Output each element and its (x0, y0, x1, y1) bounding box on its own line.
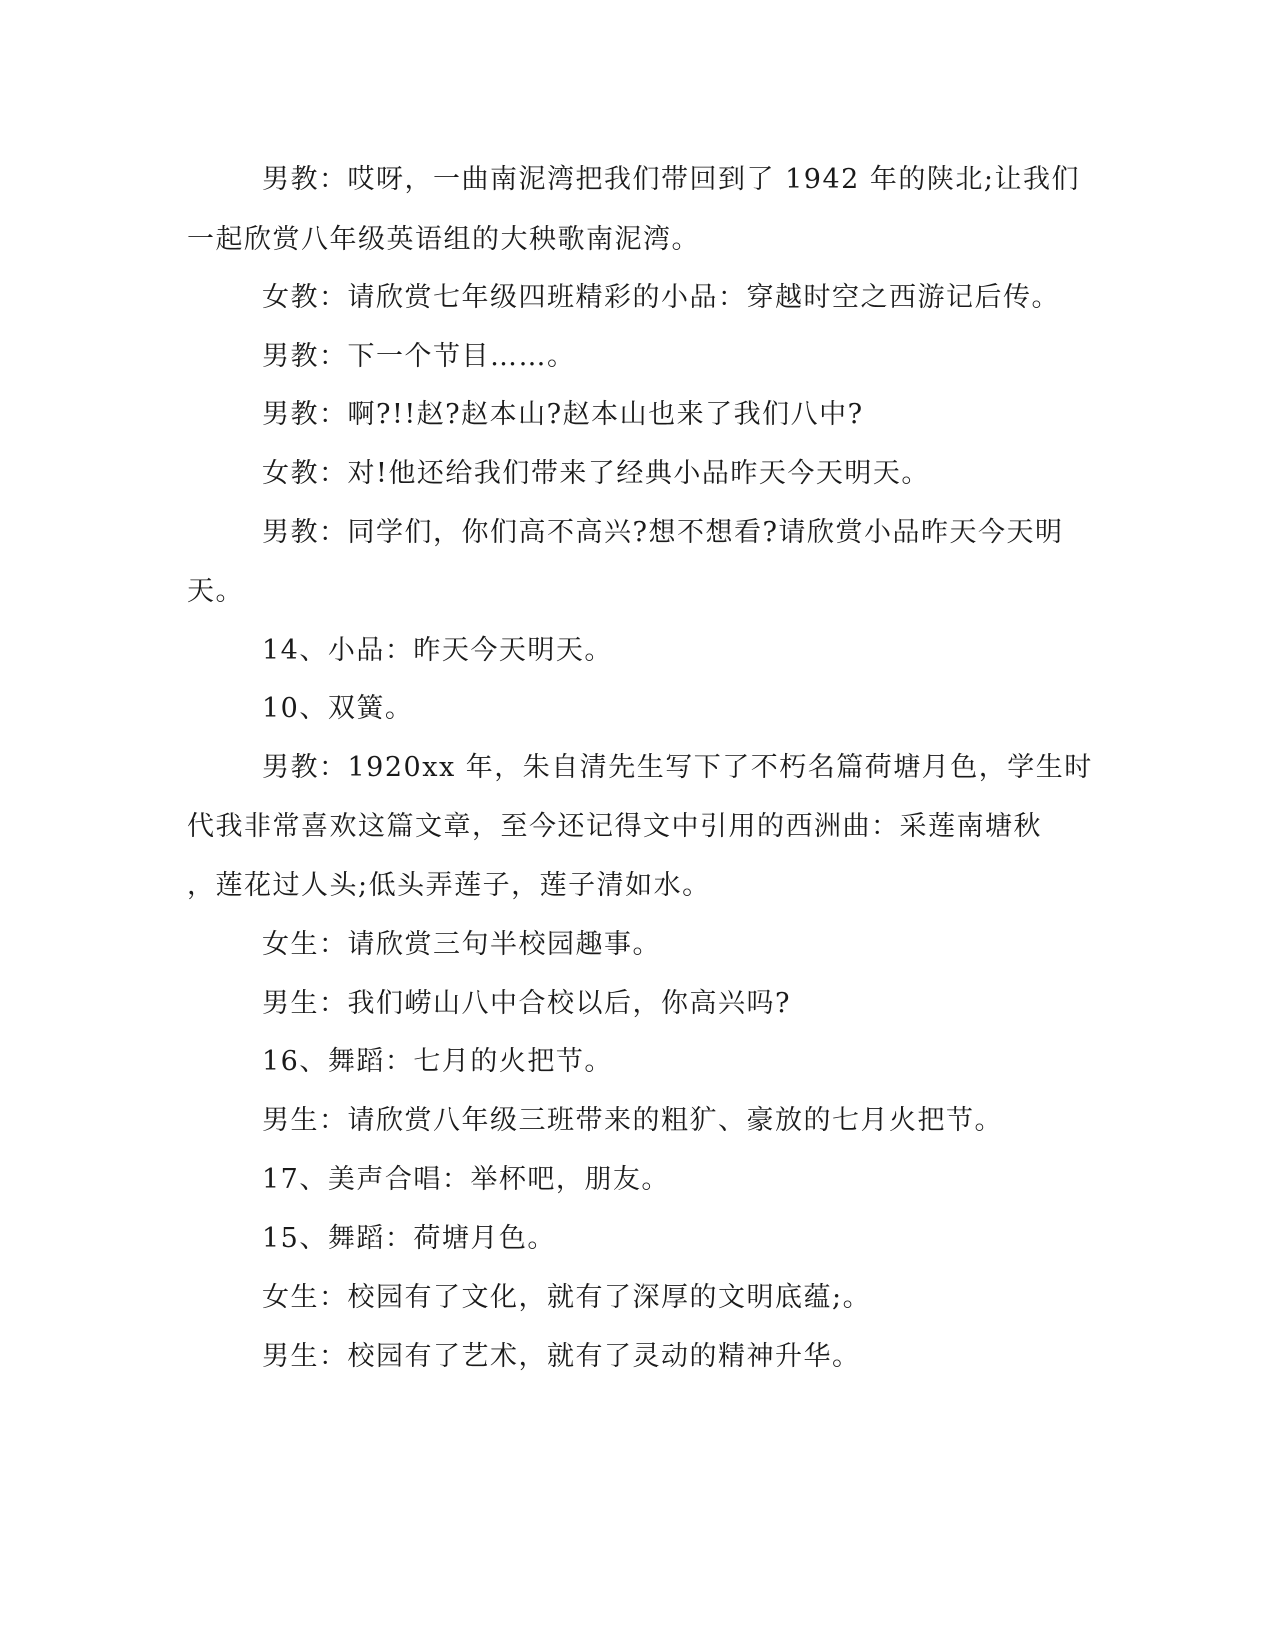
paragraph-line: 男教：1920xx 年，朱自清先生写下了不朽名篇荷塘月色，学生时 (262, 752, 1093, 783)
paragraph-line: 14、小品：昨天今天明天。 (262, 635, 613, 666)
paragraph-line: 男生：我们崂山八中合校以后，你高兴吗? (262, 988, 791, 1019)
paragraph-line: 男教：下一个节目……。 (262, 341, 576, 372)
paragraph-line: 一起欣赏八年级英语组的大秧歌南泥湾。 (187, 224, 700, 255)
paragraph-line: 男生：请欣赏八年级三班带来的粗犷、豪放的七月火把节。 (262, 1105, 1003, 1136)
paragraph-line: 男教：啊?!!赵?赵本山?赵本山也来了我们八中? (262, 399, 864, 430)
paragraph-line: 10、双簧。 (262, 693, 414, 724)
paragraph-line: 男生：校园有了艺术，就有了灵动的精神升华。 (262, 1341, 861, 1372)
paragraph-line: 女教：对!他还给我们带来了经典小品昨天今天明天。 (262, 458, 930, 489)
paragraph-line: 15、舞蹈：荷塘月色。 (262, 1223, 556, 1254)
paragraph-line: 女生：请欣赏三句半校园趣事。 (262, 929, 661, 960)
paragraph-line: 男教：哎呀，一曲南泥湾把我们带回到了 1942 年的陕北;让我们 (262, 164, 1080, 195)
paragraph-line: 男教：同学们，你们高不高兴?想不想看?请欣赏小品昨天今天明 (262, 517, 1064, 548)
paragraph-line: 女教：请欣赏七年级四班精彩的小品：穿越时空之西游记后传。 (262, 282, 1060, 313)
paragraph-line: 天。 (187, 576, 244, 607)
paragraph-line: 代我非常喜欢这篇文章，至今还记得文中引用的西洲曲：采莲南塘秋 (187, 811, 1042, 842)
paragraph-line: 17、美声合唱：举杯吧，朋友。 (262, 1164, 670, 1195)
paragraph-line: ，莲花过人头;低头弄莲子，莲子清如水。 (187, 870, 711, 901)
paragraph-line: 16、舞蹈：七月的火把节。 (262, 1046, 613, 1077)
paragraph-line: 女生：校园有了文化，就有了深厚的文明底蕴;。 (262, 1282, 872, 1313)
